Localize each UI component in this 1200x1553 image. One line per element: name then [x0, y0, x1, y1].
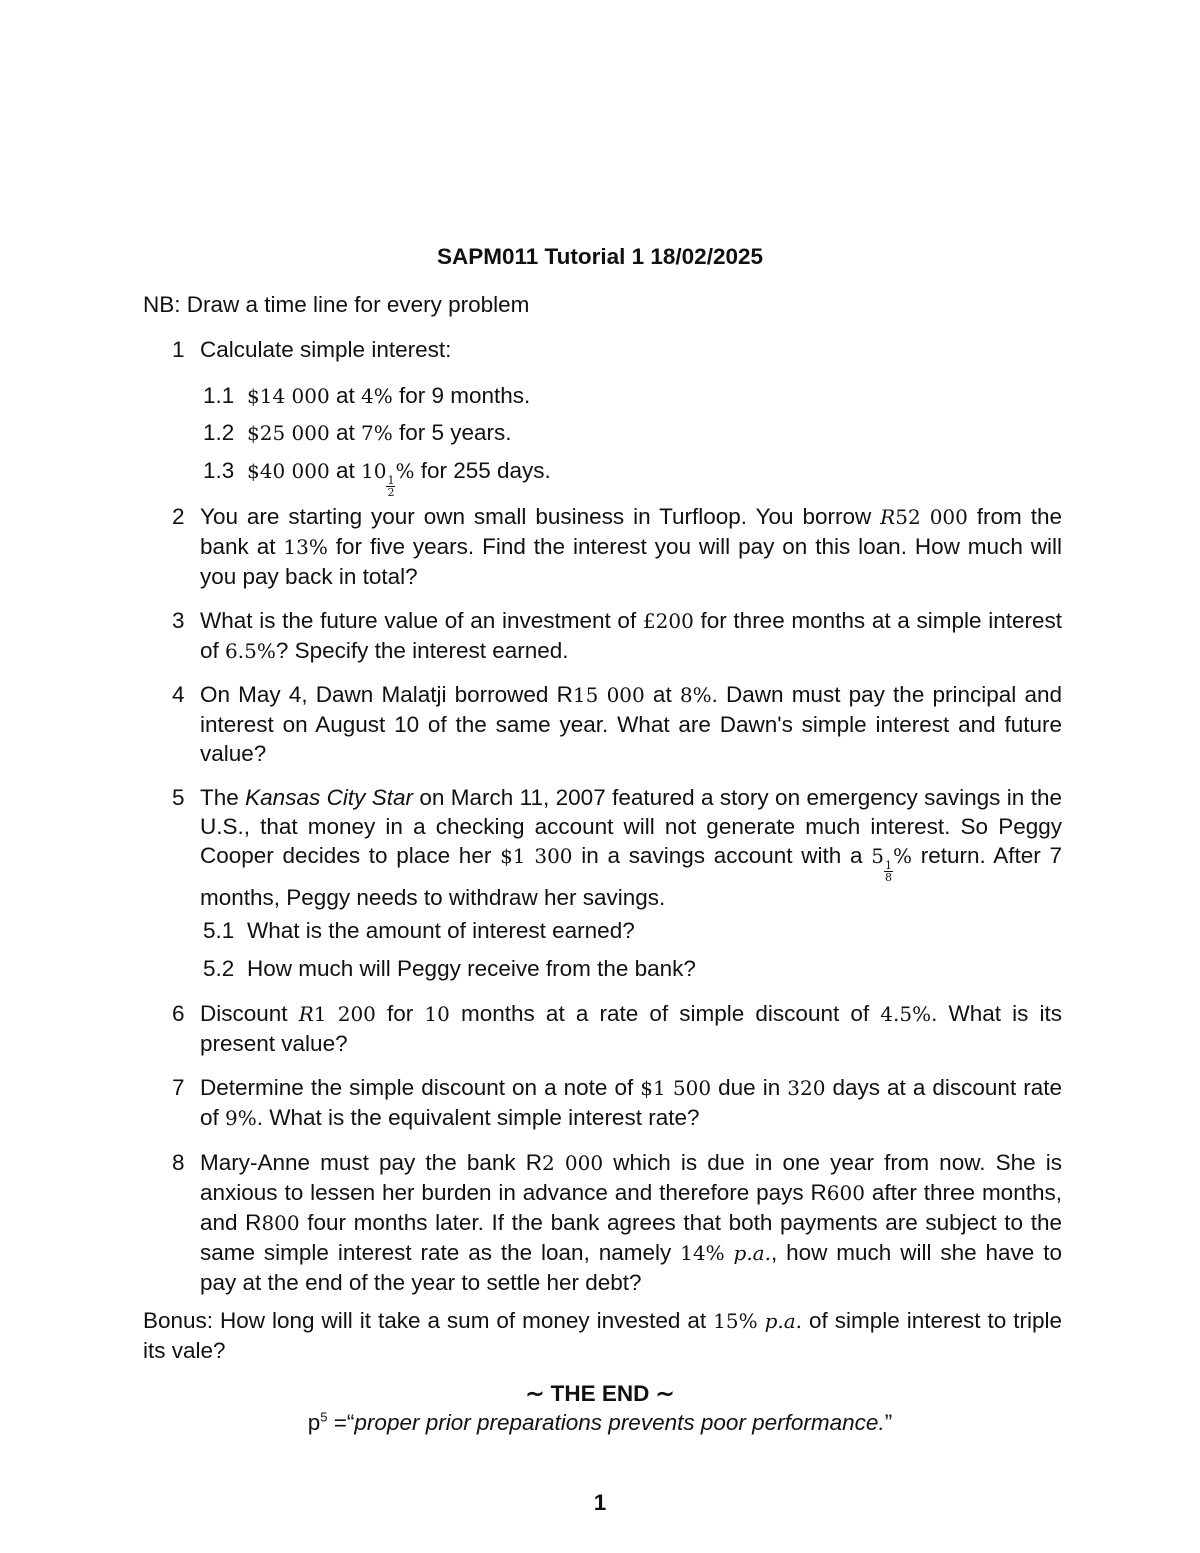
text-fragment: Determine the simple discount on a note of	[200, 1075, 641, 1100]
subquestion-text: What is the amount of interest earned?	[247, 918, 635, 943]
text-fragment: after three months, and R	[200, 1180, 1062, 1235]
fraction-numerator: 1	[885, 859, 892, 872]
question-3	[172, 606, 1062, 666]
subquestion-number: 5.2	[203, 956, 235, 981]
text-fragment: for five years. Find the interest you will pay on this loan. How much will you pay back in total?	[200, 534, 1062, 589]
text-fragment: , how much will she have to pay at the end of the year to settle her debt?	[200, 1240, 1062, 1295]
text-fragment: You are starting your own small business in Turfloop. You borrow	[200, 504, 881, 529]
text-fragment: Mary-Anne must pay the bank R	[200, 1150, 542, 1175]
months: 10	[424, 1002, 450, 1026]
text-fragment: Discount	[200, 1001, 299, 1026]
text-fragment: for three months at a simple interest of	[200, 608, 1062, 663]
text-fragment: which is due in one year from now. She is anxious to lessen her burden in advance and therefore pays R	[200, 1150, 1062, 1205]
amount: $1 500	[640, 1076, 712, 1100]
question-text	[200, 502, 1062, 591]
rate: 4.5%	[880, 1002, 932, 1026]
text-fragment: for 9 months.	[392, 383, 531, 408]
rate-whole: 10	[361, 459, 387, 483]
amount: $1 300	[500, 844, 573, 868]
question-text: Calculate simple interest:	[200, 337, 452, 362]
currency-symbol: R	[880, 505, 896, 529]
percent-sign: %	[395, 459, 415, 483]
subquestion-1-1	[203, 381, 1063, 411]
subquestion-text	[247, 456, 1063, 498]
percent-sign: %	[893, 844, 913, 868]
fraction	[884, 860, 893, 883]
motto-text: proper prior preparations prevents poor performance.	[354, 1410, 885, 1435]
amount: 600	[826, 1181, 865, 1205]
text-fragment: four months later. If the bank agrees that both payments are subject to the same simple interest rate as the loan, namely	[200, 1210, 1062, 1265]
text-fragment: months at a rate of simple discount of	[449, 1001, 881, 1026]
amount: $14 000	[247, 384, 330, 408]
question-4	[172, 680, 1062, 768]
per-annum: p.a.	[764, 1309, 803, 1333]
rate: 15%	[713, 1309, 758, 1333]
question-7	[172, 1073, 1062, 1133]
the-end: ∼ THE END ∼	[525, 1381, 675, 1406]
text-fragment: Bonus: How long will it take a sum of money invested at	[143, 1308, 714, 1333]
text-fragment: p	[307, 1410, 321, 1435]
text-fragment: at	[329, 458, 361, 483]
text-fragment: for	[375, 1001, 425, 1026]
question-number: 7	[172, 1075, 185, 1100]
text-fragment: What is the future value of an investment of	[200, 608, 643, 633]
rate: 14%	[680, 1241, 725, 1265]
rate: 4%	[361, 384, 393, 408]
question-text	[200, 680, 1062, 768]
text-fragment: of simple interest to triple its vale?	[143, 1308, 1062, 1363]
subquestion-5-1	[203, 916, 1063, 945]
amount: $25 000	[247, 421, 330, 445]
question-number: 8	[172, 1150, 185, 1175]
rate: 9%	[225, 1106, 257, 1130]
text-fragment: . Dawn must pay the principal and interest on August 10 of the same year. What are Dawn's simple interest and future value?	[200, 682, 1062, 766]
publication-title: Kansas City Star	[245, 785, 413, 810]
amount: 15 000	[572, 683, 645, 707]
subquestion-number: 1.2	[203, 420, 235, 445]
text-fragment: at	[329, 420, 361, 445]
days: 320	[787, 1076, 826, 1100]
question-number: 5	[172, 785, 185, 810]
question-2	[172, 502, 1062, 591]
nb-note: NB: Draw a time line for every problem	[143, 292, 530, 317]
subquestion-number: 1.1	[203, 383, 235, 408]
question-6	[172, 999, 1062, 1058]
text-fragment: for 5 years.	[392, 420, 512, 445]
amount: 800	[261, 1211, 300, 1235]
question-5	[172, 783, 1062, 912]
text-fragment: in a savings account with a	[572, 843, 872, 868]
fraction-denominator: 8	[885, 871, 892, 884]
question-number: 1	[172, 337, 185, 362]
subquestion-text	[247, 381, 1063, 411]
text-fragment: =“	[327, 1410, 355, 1435]
question-1	[172, 335, 1062, 364]
exponent: 5	[320, 1409, 328, 1425]
question-text	[200, 999, 1062, 1058]
question-number: 4	[172, 682, 185, 707]
motto	[0, 1408, 1200, 1437]
text-fragment: . What is its present value?	[200, 1001, 1062, 1056]
question-text	[200, 1148, 1062, 1297]
question-number: 3	[172, 608, 185, 633]
page-number: 1	[593, 1490, 607, 1515]
amount: $40 000	[247, 459, 330, 483]
rate: 7%	[361, 421, 393, 445]
text-fragment: ? Specify the interest earned.	[275, 638, 569, 663]
text-fragment: . What is the equivalent simple interest rate?	[256, 1105, 700, 1130]
rate: 8%	[679, 683, 712, 707]
amount: 2 000	[541, 1151, 604, 1175]
subquestion-1-3	[203, 456, 1063, 498]
amount: 52 000	[895, 505, 968, 529]
subquestion-5-2	[203, 954, 1063, 983]
subquestion-1-2	[203, 418, 1063, 448]
question-number: 6	[172, 1001, 185, 1026]
question-text	[200, 606, 1062, 666]
text-fragment: days at a discount rate of	[200, 1075, 1063, 1130]
subquestion-text	[247, 418, 1063, 448]
question-text	[200, 783, 1062, 912]
text-fragment: ”	[884, 1410, 893, 1435]
amount: £200	[642, 609, 694, 633]
rate-whole: 5	[871, 844, 884, 868]
text-fragment: due in	[711, 1075, 788, 1100]
text-fragment: from the bank at	[200, 504, 1062, 559]
rate: 13%	[283, 535, 328, 559]
per-annum: p.a.	[733, 1241, 771, 1265]
text-fragment: for 255 days.	[414, 458, 551, 483]
text-fragment: The	[200, 785, 246, 810]
amount: 1 200	[313, 1002, 376, 1026]
text-fragment: at	[644, 682, 680, 707]
question-text	[200, 1073, 1062, 1133]
question-8	[172, 1148, 1062, 1297]
bonus-question	[143, 1306, 1062, 1365]
fraction-numerator: 1	[387, 474, 395, 487]
fraction-denominator: 2	[387, 486, 395, 499]
page-title: SAPM011 Tutorial 1 18/02/2025	[436, 244, 763, 269]
text-fragment: On May 4, Dawn Malatji borrowed R	[200, 682, 573, 707]
rate: 6.5%	[225, 639, 276, 663]
subquestion-number: 1.3	[203, 458, 235, 483]
question-number: 2	[172, 504, 185, 529]
currency-symbol: R	[298, 1002, 314, 1026]
text-fragment: on March 11, 2007 featured a story on emergency savings in the U.S., that money in a checking account will not generate much interest. So Peggy Cooper decides to place her	[200, 785, 1062, 868]
subquestion-number: 5.1	[203, 918, 235, 943]
subquestion-text: How much will Peggy receive from the bank?	[247, 956, 696, 981]
text-fragment: return. After 7 months, Peggy needs to withdraw her savings.	[200, 843, 1063, 910]
text-fragment: at	[329, 383, 361, 408]
